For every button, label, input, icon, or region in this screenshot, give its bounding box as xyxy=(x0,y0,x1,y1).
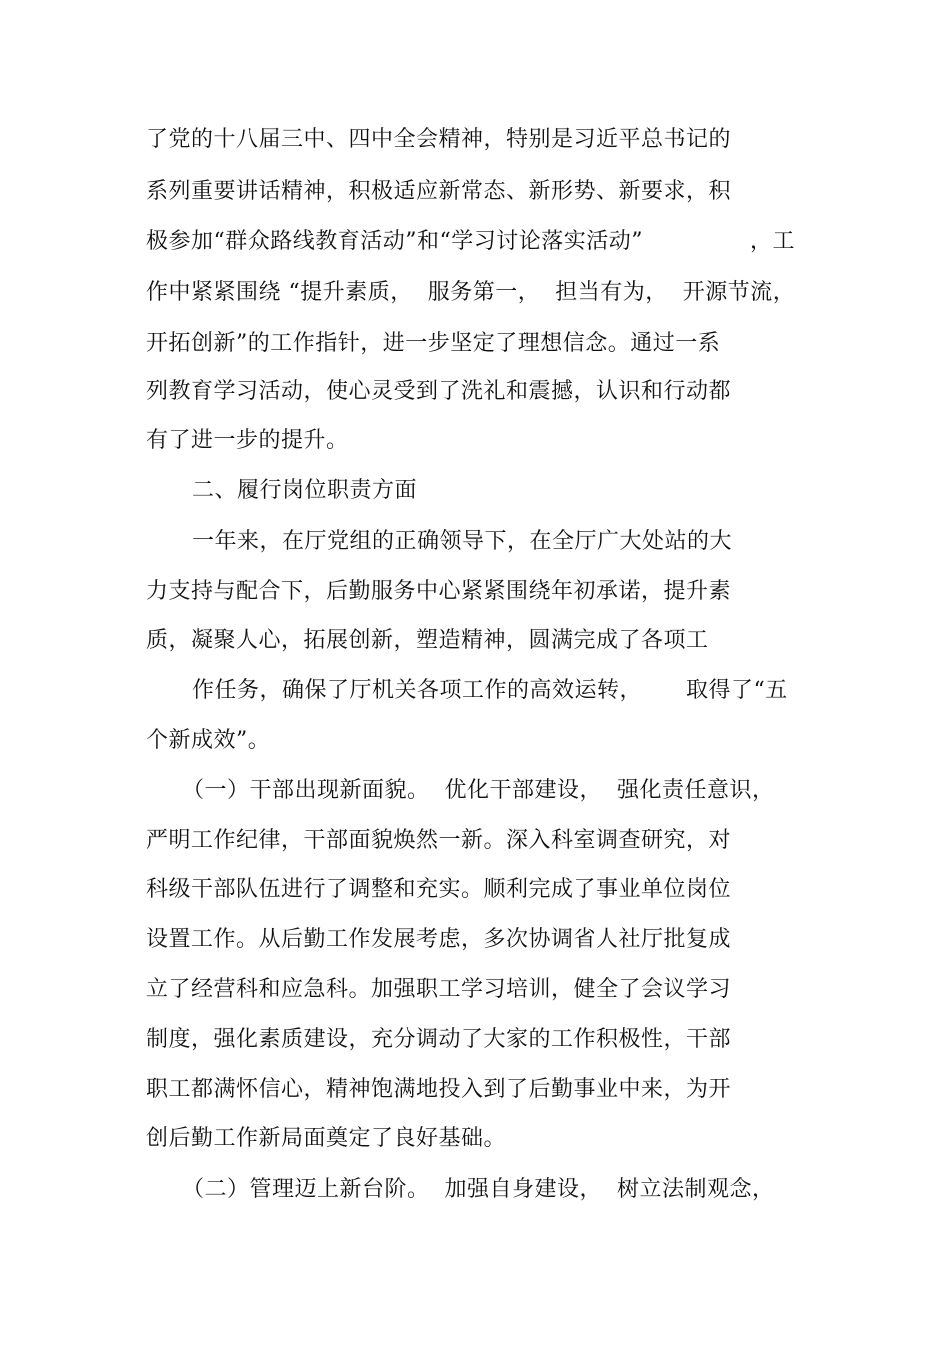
section-heading: 二、履行岗位职责方面 xyxy=(192,478,418,503)
text-line: 严明工作纪律，干部面貌焕然一新。深入科室调查研究，对 xyxy=(146,828,732,853)
text-line: 列教育学习活动，使心灵受到了洗礼和震撼，认识和行动都 xyxy=(146,379,732,404)
text-line: 质，凝聚人心，拓展创新，塑造精神，圆满完成了各项工 xyxy=(146,628,709,653)
text-line: 职工都满怀信心，精神饱满地投入到了后勤事业中来，为开 xyxy=(146,1077,732,1102)
text-line: 开拓创新”的工作指针，进一步坚定了理想信念。通过一系 xyxy=(146,331,721,356)
text-line: 个新成效”。 xyxy=(146,728,271,753)
text-line: 作中紧紧围绕 “提升素质， 服务第一， 担当有为， 开源节流， xyxy=(146,280,796,305)
text-line: 立了经营科和应急科。加强职工学习培训，健全了会议学习 xyxy=(146,977,732,1002)
text-line: 极参加“群众路线教育活动”和“学习讨论落实活动” xyxy=(146,229,643,254)
subsection-heading: （二）管理迈上新台阶。 加强自身建设， 树立法制观念， xyxy=(182,1177,775,1202)
text-line: ，工 xyxy=(750,229,796,254)
subsection-heading: （一）干部出现新面貌。 优化干部建设， 强化责任意识， xyxy=(182,778,775,803)
text-line: 了党的十八届三中、四中全会精神，特别是习近平总书记的 xyxy=(146,127,732,152)
text-line: 制度，强化素质建设，充分调动了大家的工作积极性，干部 xyxy=(146,1027,732,1052)
text-line: 系列重要讲话精神，积极适应新常态、新形势、新要求，积 xyxy=(146,179,732,204)
text-line: 创后勤工作新局面奠定了良好基础。 xyxy=(146,1126,507,1151)
text-line: 一年来，在厅党组的正确领导下，在全厅广大处站的大 xyxy=(192,529,733,554)
text-line: 设置工作。从后勤工作发展考虑，多次协调省人社厅批复成 xyxy=(146,927,732,952)
text-line: 科级干部队伍进行了调整和充实。顺利完成了事业单位岗位 xyxy=(146,877,732,902)
text-line: 有了进一步的提升。 xyxy=(146,428,349,453)
text-line: 力支持与配合下，后勤服务中心紧紧围绕年初承诺，提升素 xyxy=(146,579,732,604)
text-line: 作任务，确保了厅机关各项工作的高效运转， xyxy=(192,678,643,703)
text-line: 取得了“五 xyxy=(686,678,788,703)
